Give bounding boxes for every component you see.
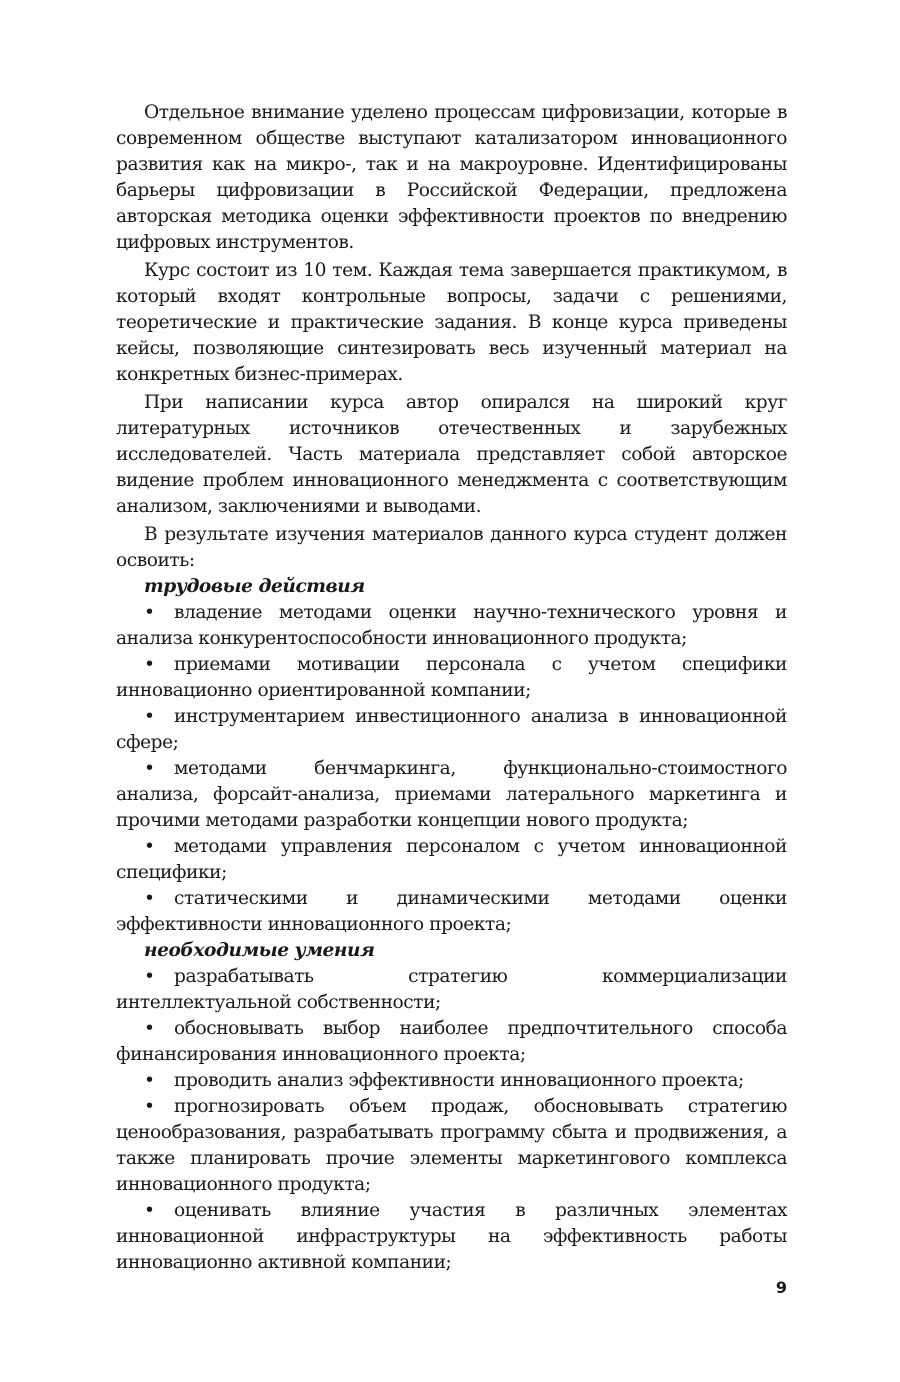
bullet-icon: • (144, 888, 155, 909)
paragraph: При написании курса автор опирался на широкий круг литературных источников отечественных и зарубежных исследователей. Часть материала представляет собой авторское видение проблем инновационного менеджмента с соответствующим анализом, заключениями и выводами. (116, 392, 787, 517)
bullet-icon: • (144, 836, 155, 857)
list-item-text: методами бенчмаркинга, функционально-стоимостного анализа, форсайт-анализа, приемами латерального маркетинга и прочими методами разработки концепции нового продукта; (116, 758, 787, 831)
section-heading: необходимые умения (144, 940, 375, 961)
bullet-icon: • (144, 758, 155, 779)
list-item (116, 964, 787, 1016)
list-item (116, 600, 787, 652)
list-item-text: инструментарием инвестиционного анализа в инновационной сфере; (116, 706, 787, 753)
bullet-icon: • (144, 1200, 155, 1221)
list-item-text: владение методами оценки научно-технического уровня и анализа конкурентоспособности инновационного продукта; (116, 602, 787, 649)
list-item (116, 1016, 787, 1068)
bullet-icon: • (144, 1070, 155, 1091)
list-item (116, 1198, 787, 1276)
page-body-text (116, 100, 787, 1276)
bullet-icon: • (144, 1096, 155, 1117)
list-item-text: оценивать влияние участия в различных элементах инновационной инфраструктуры на эффективность работы инновационно активной компании; (116, 1200, 787, 1273)
section-heading: трудовые действия (144, 576, 365, 597)
list-item (116, 834, 787, 886)
list-item-text: статическими и динамическими методами оценки эффективности инновационного проекта; (116, 888, 787, 935)
bullet-icon: • (144, 966, 155, 987)
list-item (116, 1094, 787, 1198)
list-item-text: методами управления персоналом с учетом инновационной специфики; (116, 836, 787, 883)
list-item (116, 704, 787, 756)
list-item-text: прогнозировать объем продаж, обосновывать стратегию ценообразования, разрабатывать программу сбыта и продвижения, а также планировать прочие элементы маркетингового комплекса инновационного продукта; (116, 1096, 787, 1195)
list-item (116, 756, 787, 834)
paragraph: Курс состоит из 10 тем. Каждая тема завершается практикумом, в который входят контрольные вопросы, задачи с решениями, теоретические и практические задания. В конце курса приведены кейсы, позволяющие синтезировать весь изученный материал на конкретных бизнес-примерах. (116, 260, 787, 385)
list-item-text: приемами мотивации персонала с учетом специфики инновационно ориентированной компании; (116, 654, 787, 701)
list-item-text: обосновывать выбор наиболее предпочтительного способа финансирования инновационного проекта; (116, 1018, 787, 1065)
list-item (116, 1068, 787, 1094)
page-number: 9 (775, 1278, 787, 1297)
list-item-text: разрабатывать стратегию коммерциализации интеллектуальной собственности; (116, 966, 787, 1013)
bullet-icon: • (144, 706, 155, 727)
bullet-icon: • (144, 602, 155, 623)
bullet-icon: • (144, 1018, 155, 1039)
list-item (116, 652, 787, 704)
paragraph: Отдельное внимание уделено процессам цифровизации, которые в современном обществе выступают катализатором инновационного развития как на микро-, так и на макроуровне. Идентифицированы барьеры цифровизации в Российской Федерации, предложена авторская методика оценки эффективности проектов по внедрению цифровых инструментов. (116, 102, 787, 253)
paragraph: В результате изучения материалов данного курса студент должен освоить: (116, 524, 787, 571)
list-item (116, 886, 787, 938)
bullet-icon: • (144, 654, 155, 675)
list-item-text: проводить анализ эффективности инновационного проекта; (174, 1070, 744, 1091)
